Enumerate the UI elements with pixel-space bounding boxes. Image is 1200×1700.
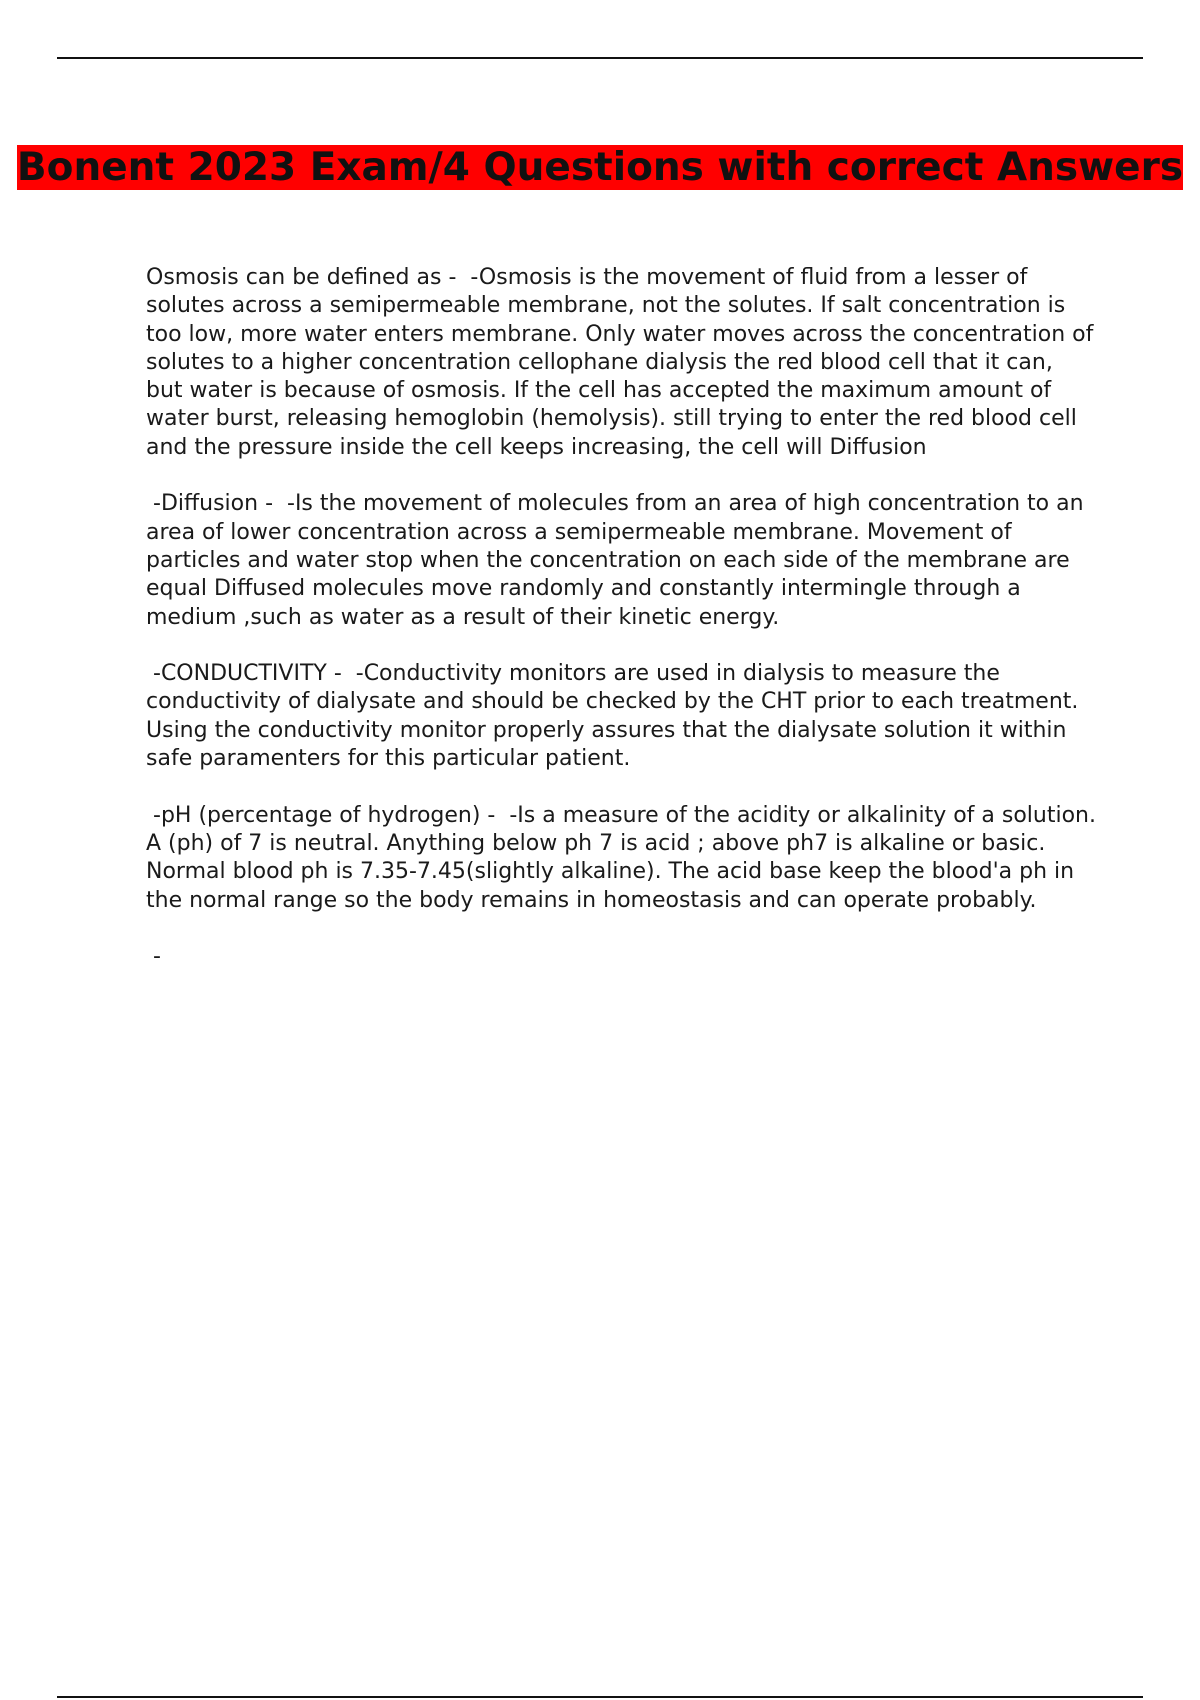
question-term: -CONDUCTIVITY <box>146 661 327 687</box>
footer-rule <box>57 1696 1143 1698</box>
question-term: -pH (percentage of hydrogen) <box>146 802 481 828</box>
question-answer-separator: - <box>480 802 510 828</box>
question-answer-separator: - <box>258 491 287 517</box>
header-rule <box>57 57 1143 59</box>
qa-entry-conductivity <box>146 660 1096 773</box>
answer-text: -Conductivity monitors are used in dialysis to measure the conductivity of dialysate and should be checked by the CHT prior to each treatment. Using the conductivity monitor properly assures that the dialysate solution it within safe paramenters for this particular patient. <box>146 661 1086 772</box>
qa-entry-osmosis <box>146 264 1101 462</box>
title-container <box>0 144 1200 191</box>
document-title: Bonent 2023 Exam/4 Questions with correct Answers <box>16 145 1184 190</box>
question-answer-separator: - <box>326 661 356 687</box>
question-answer-separator: - <box>441 265 471 290</box>
question-term: -Diffusion <box>146 491 259 517</box>
question-term: Osmosis can be defined as <box>146 265 442 290</box>
trailing-marker: - <box>146 944 161 970</box>
answer-text: -Is the movement of molecules from an area of high concentration to an area of lower concentration across a semipermeable membrane. Movement of particles and water stop when the concentration on each side of the membrane are equal Diffused molecules move randomly and constantly intermingle through a medium ,such as water as a result of their kinetic energy. <box>146 491 1091 630</box>
qa-entry-ph <box>146 802 1103 915</box>
document-body <box>146 264 1103 1000</box>
answer-text: -Osmosis is the movement of fluid from a lesser of solutes across a semipermeable membrane, not the solutes. If salt concentration is too low, more water enters membrane. Only water moves across the concentration of solutes to a higher concentration cellophane dialysis the red blood cell that it can, but water is because of osmosis. If the cell has accepted the maximum amount of water burst, releasing hemoglobin (hemolysis). still trying to enter the red blood cell and the pressure inside the cell keeps increasing, the cell will Diffusion <box>146 265 1101 460</box>
qa-entry-diffusion <box>146 490 1096 631</box>
answer-text: -Is a measure of the acidity or alkalinity of a solution. A (ph) of 7 is neutral. Anything below ph 7 is acid ; above ph7 is alkaline or basic. Normal blood ph is 7.35-7.45(slightly alkaline). The acid base keep the blood'a ph in the normal range so the body remains in homeostasis and can operate probably. <box>146 802 1103 913</box>
